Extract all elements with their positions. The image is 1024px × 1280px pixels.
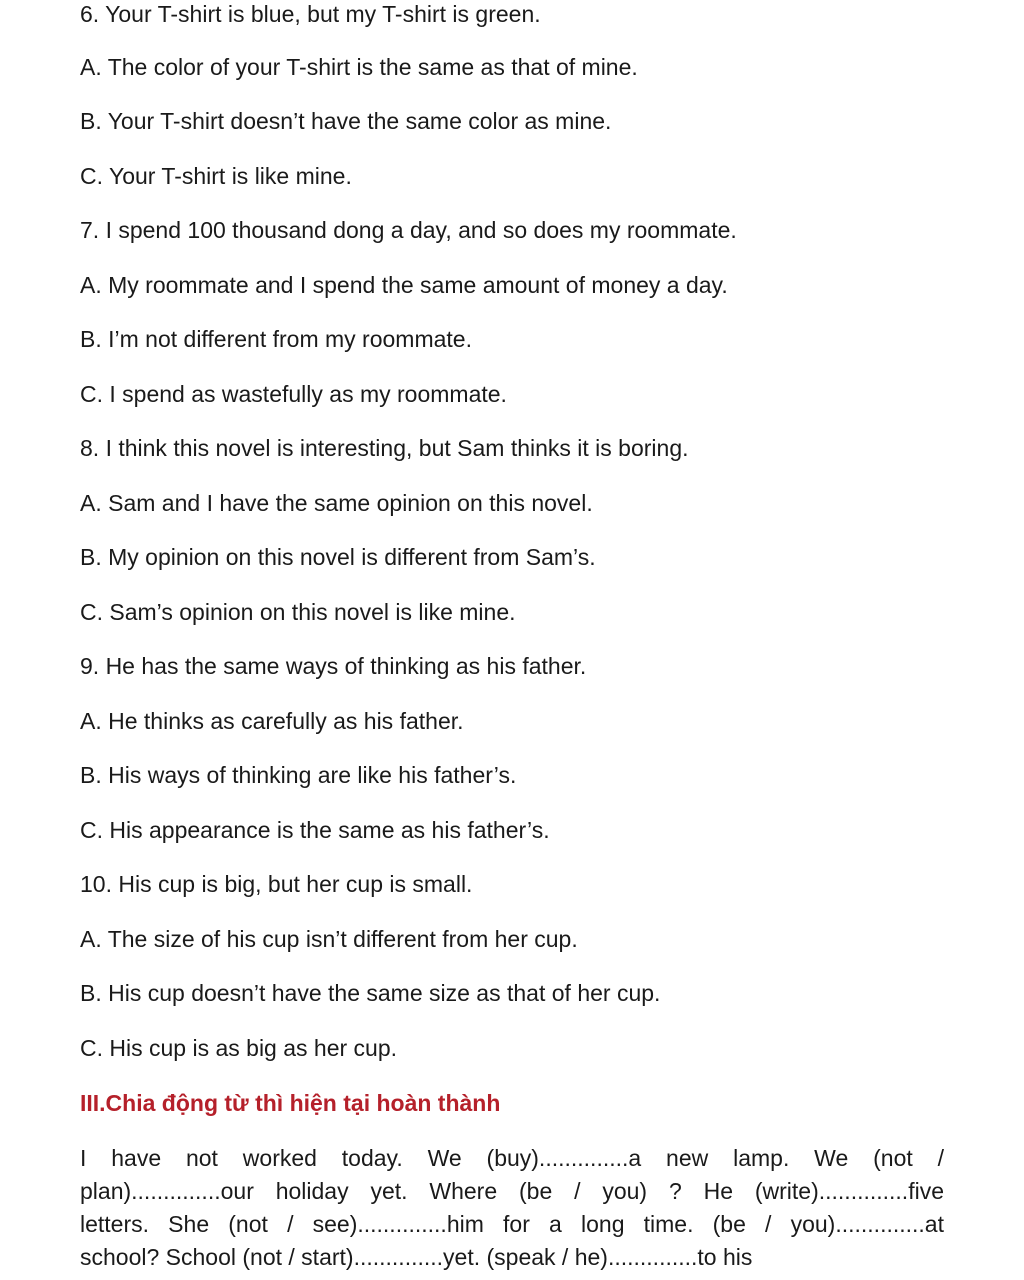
- question-9-option-b: B. His ways of thinking are like his father’s.: [80, 762, 517, 788]
- question-8-stem: 8. I think this novel is interesting, but Sam thinks it is boring.: [80, 435, 689, 461]
- question-6-option-b: B. Your T-shirt doesn’t have the same color as mine.: [80, 108, 612, 134]
- question-9-option-c: C. His appearance is the same as his father’s.: [80, 817, 550, 843]
- question-10-option-c: C. His cup is as big as her cup.: [80, 1035, 398, 1061]
- exercise-line-4: school? School (not / start)..............yet. (speak / he)..............to his: [80, 1244, 753, 1270]
- question-10-stem: 10. His cup is big, but her cup is small.: [80, 871, 473, 897]
- question-7-option-a: A. My roommate and I spend the same amount of money a day.: [80, 272, 728, 298]
- section-title: III.Chia động từ thì hiện tại hoàn thành: [80, 1090, 501, 1116]
- question-8-option-b: B. My opinion on this novel is different from Sam’s.: [80, 544, 596, 570]
- exercise-line-1: I have not worked today. We (buy)..............a new lamp. We (not /: [80, 1145, 944, 1171]
- question-7-option-b: B. I’m not different from my roommate.: [80, 326, 472, 352]
- question-7-stem: 7. I spend 100 thousand dong a day, and so does my roommate.: [80, 217, 737, 243]
- question-9-option-a: A. He thinks as carefully as his father.: [80, 708, 464, 734]
- question-6-stem: 6. Your T-shirt is blue, but my T-shirt is green.: [80, 1, 541, 27]
- question-10-option-a: A. The size of his cup isn’t different from her cup.: [80, 926, 578, 952]
- question-6-option-c: C. Your T-shirt is like mine.: [80, 163, 352, 189]
- question-10-option-b: B. His cup doesn’t have the same size as that of her cup.: [80, 980, 661, 1006]
- question-7-option-c: C. I spend as wastefully as my roommate.: [80, 381, 507, 407]
- question-8-option-a: A. Sam and I have the same opinion on this novel.: [80, 490, 593, 516]
- question-9-stem: 9. He has the same ways of thinking as his father.: [80, 653, 587, 679]
- exercise-line-3: letters. She (not / see)..............him for a long time. (be / you)..............at: [80, 1211, 944, 1237]
- exercise-line-2: plan)..............our holiday yet. Where (be / you) ? He (write)..............five: [80, 1178, 944, 1204]
- question-6-option-a: A. The color of your T-shirt is the same as that of mine.: [80, 54, 638, 80]
- question-8-option-c: C. Sam’s opinion on this novel is like mine.: [80, 599, 516, 625]
